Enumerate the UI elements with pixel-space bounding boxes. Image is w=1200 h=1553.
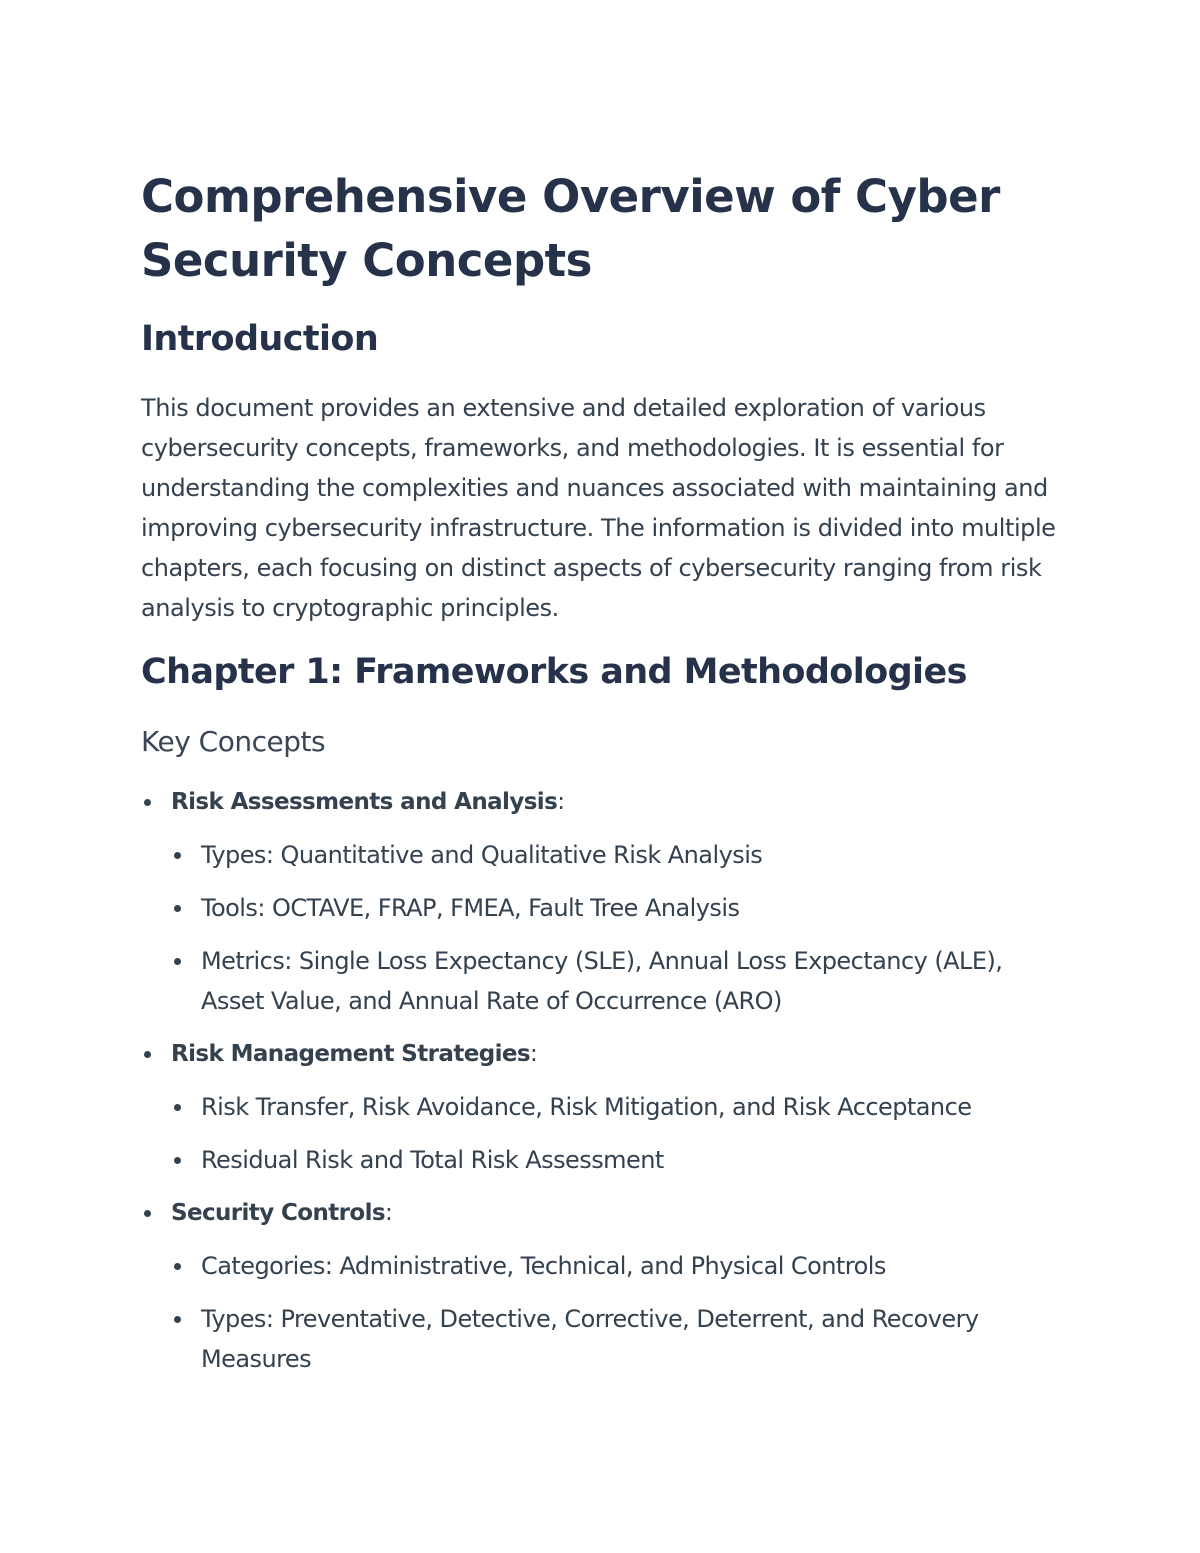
introduction-heading: Introduction [141, 319, 379, 359]
document-title: Comprehensive Overview of Cyber Security Concepts [141, 170, 1000, 287]
bullet-icon [174, 852, 181, 859]
bullet-icon [144, 1210, 151, 1217]
sublist-item: Categories: Administrative, Technical, and Physical Controls [171, 1246, 1061, 1286]
bullet-icon [144, 799, 151, 806]
list-item-risk-assessments: Risk Assessments and Analysis: Types: Quantitative and Qualitative Risk Analysis Tools: OCTAVE, FRAP, FMEA, Fault Tree Analysis Metrics: Single Loss Expectancy (SLE), Annual Loss Expectancy (ALE), Asset Value, and Annual Rate of Occurrence (ARO) [141, 782, 1061, 1021]
bullet-icon [144, 1051, 151, 1058]
list-item-label: Security Controls [171, 1200, 385, 1226]
bullet-icon [174, 1316, 181, 1323]
bullet-icon [174, 958, 181, 965]
chapter-1-heading: Chapter 1: Frameworks and Methodologies [141, 652, 967, 692]
sublist-item: Risk Transfer, Risk Avoidance, Risk Mitigation, and Risk Acceptance [171, 1087, 1061, 1127]
bullet-icon [174, 905, 181, 912]
key-concepts-subheading: Key Concepts [141, 725, 326, 758]
bullet-icon [174, 1263, 181, 1270]
list-item-security-controls: Security Controls: Categories: Administrative, Technical, and Physical Controls Types: Preventative, Detective, Corrective, Deterrent, and Recovery Measures [141, 1193, 1061, 1379]
sublist-item: Residual Risk and Total Risk Assessment [171, 1140, 1061, 1180]
key-concepts-list [141, 782, 1061, 1392]
introduction-paragraph: This document provides an extensive and detailed exploration of various cybersecurity concepts, frameworks, and methodologies. It is essential for understanding the complexities and nuances associated with maintaining and improving cybersecurity infrastructure. The information is divided into multiple chapters, each focusing on distinct aspects of cybersecurity ranging from risk analysis to cryptographic principles. [141, 394, 1056, 622]
sublist-item: Types: Quantitative and Qualitative Risk Analysis [171, 835, 1061, 875]
list-item-risk-management: Risk Management Strategies: Risk Transfer, Risk Avoidance, Risk Mitigation, and Risk Acceptance Residual Risk and Total Risk Assessment [141, 1034, 1061, 1180]
bullet-icon [174, 1104, 181, 1111]
sublist [171, 835, 1061, 1021]
sublist-item: Metrics: Single Loss Expectancy (SLE), Annual Loss Expectancy (ALE), Asset Value, and Annual Rate of Occurrence (ARO) [171, 941, 1061, 1021]
sublist-item: Tools: OCTAVE, FRAP, FMEA, Fault Tree Analysis [171, 888, 1061, 928]
list-item-label: Risk Assessments and Analysis [171, 789, 558, 815]
bullet-icon [174, 1157, 181, 1164]
sublist-item: Types: Preventative, Detective, Corrective, Deterrent, and Recovery Measures [171, 1299, 1061, 1379]
list-item-label: Risk Management Strategies [171, 1041, 530, 1067]
sublist [171, 1246, 1061, 1379]
sublist [171, 1087, 1061, 1180]
